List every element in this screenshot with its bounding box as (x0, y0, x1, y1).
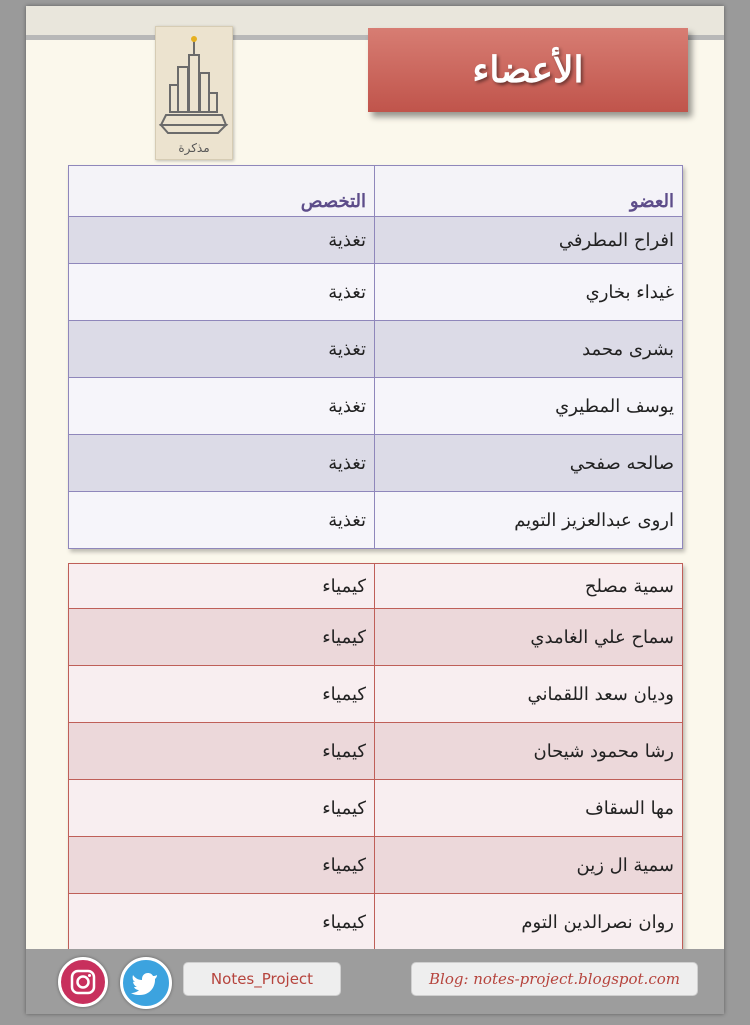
instagram-button[interactable] (58, 957, 108, 1007)
column-header-member: العضو (375, 166, 683, 217)
member-major: تغذية (69, 435, 375, 492)
instagram-icon (61, 960, 105, 1004)
twitter-button[interactable] (120, 957, 172, 1009)
table-row (69, 666, 683, 723)
table-row (69, 321, 683, 378)
table-row (69, 894, 683, 951)
table-row (69, 837, 683, 894)
document-page (26, 6, 724, 1014)
member-name: صالحه صفحي (375, 435, 683, 492)
member-name: مها السقاف (375, 780, 683, 837)
footer-bar (26, 949, 724, 1014)
logo-text: مذكرة (178, 141, 210, 155)
member-major: كيمياء (69, 666, 375, 723)
member-name: سمية مصلح (375, 564, 683, 609)
twitter-icon (123, 960, 169, 1006)
table-row (69, 723, 683, 780)
page-title: الأعضاء (368, 28, 688, 112)
member-major: كيمياء (69, 837, 375, 894)
member-major: تغذية (69, 264, 375, 321)
member-name: بشرى محمد (375, 321, 683, 378)
member-major: كيمياء (69, 894, 375, 951)
member-major: تغذية (69, 492, 375, 549)
building-icon (156, 27, 232, 159)
member-name: افراح المطرفي (375, 217, 683, 264)
table-row (69, 492, 683, 549)
nutrition-members-table (68, 165, 683, 549)
table-row (69, 780, 683, 837)
member-name: وديان سعد اللقماني (375, 666, 683, 723)
table-row (69, 217, 683, 264)
table-row (69, 609, 683, 666)
member-major: تغذية (69, 217, 375, 264)
member-name: سمية ال زين (375, 837, 683, 894)
blog-link[interactable]: Blog: notes-project.blogspot.com (411, 962, 698, 996)
member-name: يوسف المطيري (375, 378, 683, 435)
logo (155, 26, 233, 160)
member-name: اروى عبدالعزيز التويم (375, 492, 683, 549)
member-major: كيمياء (69, 609, 375, 666)
member-name: روان نصرالدين التوم (375, 894, 683, 951)
table-row (69, 564, 683, 609)
member-major: كيمياء (69, 723, 375, 780)
table-header-row (69, 166, 683, 217)
member-name: غيداء بخاري (375, 264, 683, 321)
member-name: رشا محمود شيحان (375, 723, 683, 780)
social-handle[interactable]: Notes_Project (183, 962, 341, 996)
column-header-major: التخصص (69, 166, 375, 217)
chemistry-members-table (68, 563, 683, 951)
member-major: كيمياء (69, 564, 375, 609)
table-row (69, 264, 683, 321)
member-major: تغذية (69, 378, 375, 435)
member-major: كيمياء (69, 780, 375, 837)
member-major: تغذية (69, 321, 375, 378)
table-row (69, 378, 683, 435)
table-row (69, 435, 683, 492)
member-name: سماح علي الغامدي (375, 609, 683, 666)
